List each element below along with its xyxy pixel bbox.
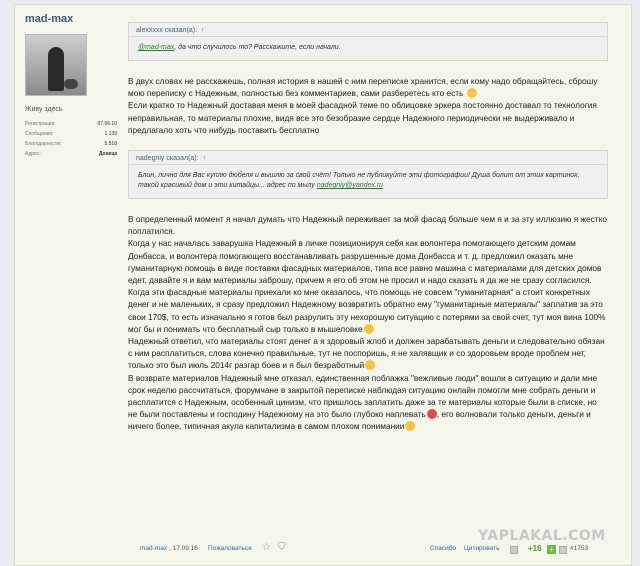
star-icon[interactable]: ☆: [262, 542, 271, 553]
quote-text: Блин, лично для Вас куплю дюбеля и вышлю за свой счёт! Только не публикуйте эти фотографии! Душа болит от этих картинок, такой красивый дом и эти китайцы... адрес по мылу: [138, 172, 580, 190]
quote-text: , да что случилось то? Расскажите, если начали.: [174, 44, 341, 51]
watermark: YAPLAKAL.COM: [478, 528, 606, 544]
thanks-button[interactable]: Спасибо: [430, 545, 457, 552]
smiley-icon: [364, 324, 374, 334]
stat-value: 5.518: [104, 141, 117, 147]
post-paragraph: [128, 213, 608, 433]
post-content: [128, 22, 608, 439]
post-paragraph: [128, 75, 608, 136]
paragraph-text: Когда эти фасадные материалы приехали ко мне оказалось, что помощь не совсем "гуманитарная" а стоит конкретных денег и не маленьких, я сразу предложил Надежному возвратить обратно ему "гуманитарные материалы" заплатив за это свои 170$, то есть изначально я готов был разрулить эту нехорошую ситуацию с потерями за свой счет, тут моя вина 100% мог бы и понимать что бесплатный сыр только в мышеловке: [128, 287, 606, 334]
avatar-dog: [64, 79, 78, 89]
quote-body: [129, 37, 607, 60]
post-footer: [126, 542, 612, 559]
footer-author-link[interactable]: mad-max: [140, 545, 168, 552]
post-rating: +16: [528, 544, 542, 553]
email-link[interactable]: nadegniy@yandex.ru: [316, 182, 384, 190]
stat-label: Сообщения:: [25, 131, 54, 137]
quote-header: [129, 151, 607, 165]
stat-label: Регистрация:: [25, 121, 56, 127]
select-checkbox[interactable]: [559, 546, 567, 554]
stat-registration: [25, 119, 117, 129]
paragraph-text: Надежный ответил, что материалы стоят денег а я здоровый жлоб и должен зарабатывать деньги и следовательно обязан с ним расплатиться, слова конечно правильные, тут не поспоришь, я не халявщик и со здоровьем вроде проблем нет, только это был июль 2014г разгар боев и я был безработный: [128, 336, 605, 371]
stat-label: Благодарности:: [25, 141, 62, 147]
paragraph-text: , его волновали только деньги, деньги и ничего более, типичная акула капитализма в самом плохом понимании: [128, 409, 591, 432]
smiley-icon: [405, 421, 415, 431]
paragraph-text: В двух словах не расскажешь, полная история в нашей с ним переписке хранится, если кому надо обращайтесь, сброшу мою переписку с Надежным, полностью без комментариев, сами разберетесь кто есть: [128, 76, 598, 99]
avatar[interactable]: [25, 34, 87, 96]
angry-smiley-icon: [427, 409, 437, 419]
stat-value: 1.139: [104, 131, 117, 137]
arrow-up-icon[interactable]: ↑: [202, 155, 207, 163]
minus-button[interactable]: [510, 546, 518, 554]
stat-value: 07.06.10: [97, 121, 117, 127]
stat-value: Донецк: [98, 151, 117, 157]
arrow-up-icon[interactable]: ↑: [200, 27, 205, 34]
post-number[interactable]: #1753: [570, 545, 589, 552]
quote-alexxxxx: [128, 22, 608, 61]
quote-header: [129, 23, 607, 37]
paragraph-text: В определенный момент я начал думать что Надежный переживает за мой фасад больше чем я и за эту иллюзию я жестко поплатился.: [128, 214, 607, 237]
stat-thanks: [25, 139, 117, 149]
mention-link[interactable]: @mad-max: [138, 44, 175, 51]
author-name[interactable]: mad-max: [25, 13, 74, 25]
stat-messages: [25, 129, 117, 139]
paragraph-text: Если кратко то Надежный доставая меня в моей фасадной теме по облицовке эркера постоянно доставал то технология неправильная, то материалы плохие, видя все это безобразие сердце Надежного периодически не выдерживало и предлагало хоть что нибудь поставить бесплатно: [128, 100, 597, 135]
quote-button[interactable]: Цитировать: [464, 545, 500, 552]
bookmark-icon[interactable]: ⛉: [278, 542, 286, 553]
avatar-figure: [48, 47, 64, 91]
author-stats: [25, 119, 117, 159]
paragraph-text: Когда у нас началась заварушка Надежный в личке позиционируя себя как волонтера помогающего детским домам Донбасса, и волонтера помогающего восстанавливать разрушенные дома Донбасса и т. д. предложил оказать мне гуманитарную помощь в виде поставки фасадных материалов, типа все равно машина с материалами для детских домов едет, давайте я и вам материалы заброшу, причем я его об этом не просил и надо сказать я да же не сразу согласился.: [128, 238, 602, 286]
complain-link[interactable]: Пожаловаться: [208, 545, 252, 552]
paragraph-text: В возврате материалов Надежный мне отказал, единственная поблажка "вежливые люди" вошли в ситуацию и дали мне срок неделю рассчитаться, форумчане в закрытой переписке наблюдая ситуацию онлайн помогли мне собрать деньги и расплатится с Надежным, особенный цинизм, что пришлось заплатить даже за те материалы которые были в списке, но не были поставлены и господину Надежному на это было глубоко наплевать: [128, 372, 598, 420]
footer-date: , 17.09.16: [169, 545, 198, 552]
quote-nadegniy: [128, 150, 608, 199]
quote-author: nadegniy сказал(а):: [136, 155, 199, 163]
quote-author: alexxxxx сказал(а):: [136, 27, 198, 34]
plus-button[interactable]: +: [547, 545, 556, 554]
author-location: Живу здесь: [25, 106, 63, 113]
stat-address: [25, 149, 117, 159]
author-panel: [25, 13, 125, 159]
smiley-icon: [467, 88, 477, 98]
smiley-icon: [365, 360, 375, 370]
quote-body: [129, 165, 607, 198]
stat-label: Адрес:: [25, 151, 41, 157]
